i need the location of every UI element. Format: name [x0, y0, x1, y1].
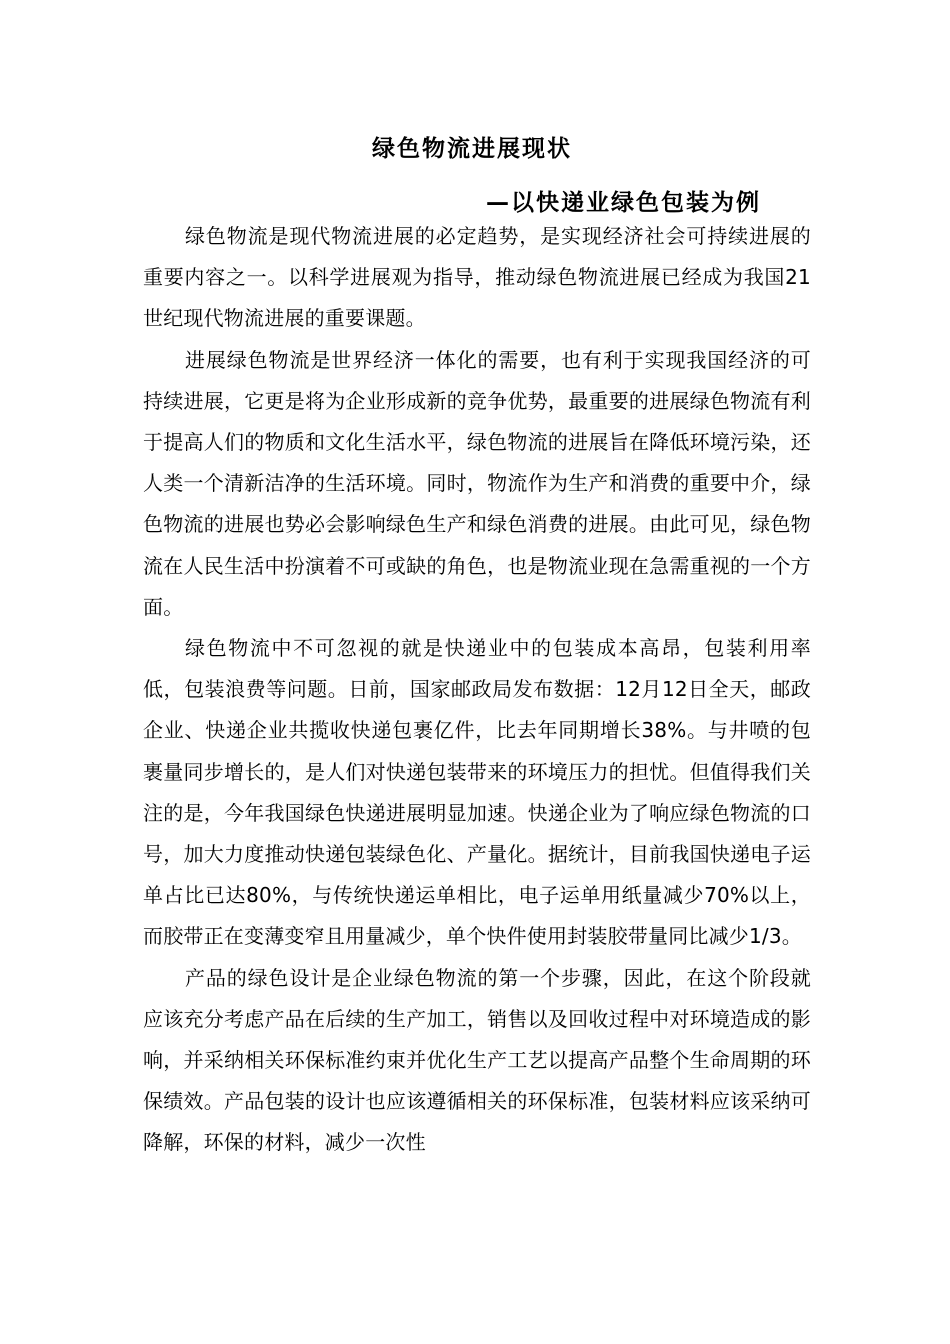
paragraph-3: 绿色物流中不可忽视的就是快递业中的包装成本高昂，包装利用率低，包装浪费等问题。日前，国家邮政局发布数据：12月12日全天，邮政企业、快递企业共揽收快递包裹亿件，比去年同期增长38%。与井喷的包裹量同步增长的，是人们对快递包装带来的环境压力的担忧。但值得我们关注的是，今年我国绿色快递进展明显加速。快递企业为了响应绿色物流的口号，加大力度推动快递包装绿色化、产量化。据统计，目前我国快递电子运单占比已达80%，与传统快递运单相比，电子运单用纸量减少70%以上，而胶带正在变薄变窄且用量减少，单个快件使用封装胶带量同比减少1/3。 — [143, 636, 811, 949]
document-title: 绿色物流进展现状 — [372, 136, 572, 162]
paragraph-4: 产品的绿色设计是企业绿色物流的第一个步骤，因此，在这个阶段就应该充分考虑产品在后续的生产加工，销售以及回收过程中对环境造成的影响，并采纳相关环保标准约束并优化生产工艺以提高产品整个生命周期的环保绩效。产品包装的设计也应该遵循相关的环保标准，包装材料应该采纳可降解，环保的材料，减少一次性 — [143, 965, 811, 1155]
paragraph-1: 绿色物流是现代物流进展的必定趋势，是实现经济社会可持续进展的重要内容之一。以科学进展观为指导，推动绿色物流进展已经成为我国21世纪现代物流进展的重要课题。 — [143, 224, 811, 331]
paragraph-2: 进展绿色物流是世界经济一体化的需要，也有利于实现我国经济的可持续进展，它更是将为企业形成新的竞争优势，最重要的进展绿色物流有利于提高人们的物质和文化生活水平，绿色物流的进展旨在降低环境污染，还人类一个清新洁净的生活环境。同时，物流作为生产和消费的重要中介，绿色物流的进展也势必会影响绿色生产和绿色消费的进展。由此可见，绿色物流在人民生活中扮演着不可或缺的角色，也是物流业现在急需重视的一个方面。 — [143, 347, 811, 619]
document-body — [143, 216, 811, 1164]
document-subtitle: —以快递业绿色包装为例 — [486, 190, 761, 216]
